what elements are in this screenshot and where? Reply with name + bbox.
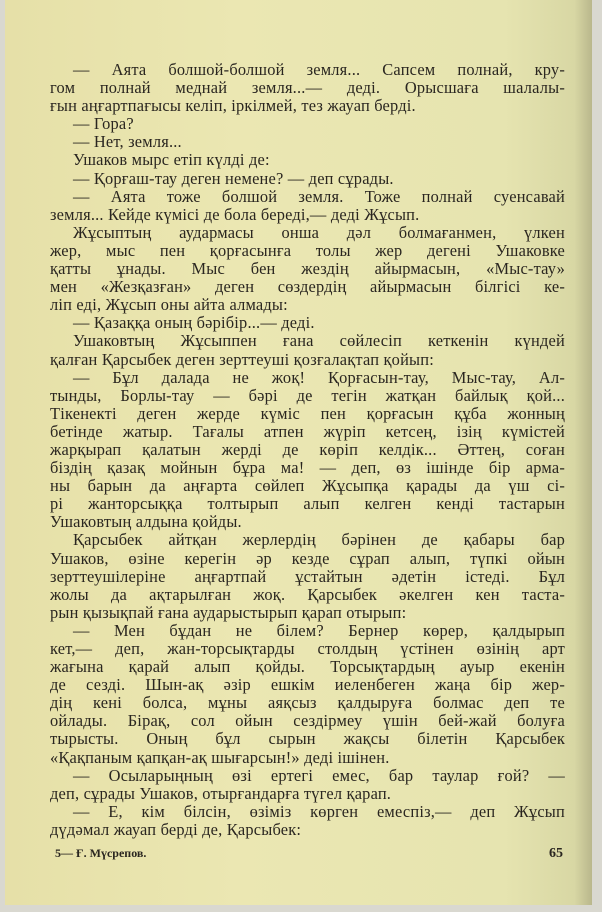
text-line: — Нет, земля... bbox=[73, 133, 182, 152]
text-line: дүдәмал жауап берді де, Қарсыбек: bbox=[50, 820, 302, 839]
text-line: — Аята болшой-болшой земля... Сапсем полнай, кру- bbox=[73, 61, 565, 79]
text-line: жарқырап қалатын жерді де көріп келдік... Әттең, соған bbox=[50, 440, 565, 459]
page-number: 65 bbox=[549, 846, 563, 861]
text-line: де сезді. Шын-ақ әзір ешкім иеленбеген жаңа бір жер- bbox=[50, 676, 565, 695]
text-line: дің кені болса, мұны аяқсыз қалдыруға болмас деп те bbox=[50, 694, 565, 713]
text-line: — Е, кім білсін, өзіміз көрген емеспіз,— деп Жұсып bbox=[73, 802, 565, 821]
text-line: біздің қазақ мойнын бұра ма! — деп, өз ішінде бір арма- bbox=[50, 459, 565, 478]
text-line: рі жанторсыққа толтырып алып келген кенді тастарын bbox=[50, 495, 565, 514]
text-line: тынды, Борлы-тау — бәрі де тегін жатқан байлық қой... bbox=[50, 386, 565, 405]
signature-mark: 5— Ғ. Мүсрепов. bbox=[55, 846, 147, 860]
page-footer bbox=[55, 846, 563, 866]
body-text bbox=[50, 61, 565, 839]
text-line: жер, мыс пен қорғасынға толы жер дегені Ушаковке bbox=[50, 241, 565, 260]
text-line: Ушаковтың Жұсыппен ғана сөйлесіп кеткенін күндей bbox=[73, 332, 565, 351]
text-line: «Қақпаным қапқан-ақ шығарсын!» деді ішінен. bbox=[50, 748, 390, 767]
text-line: Жұсыптың аудармасы онша дәл болмағанмен, үлкен bbox=[73, 223, 565, 242]
text-line: гом полнай меднай земля...— деді. Орысшаға шалалы- bbox=[50, 79, 565, 98]
text-line: жағына қарай алып қойды. Торсықтардың ауыр екенін bbox=[50, 658, 565, 677]
text-line: тырысты. Оның бұл сырын жақсы білетін Қарсыбек bbox=[50, 730, 565, 749]
text-line: мен «Жезқазған» деген сөздердің айырмасын білгісі ке- bbox=[50, 278, 565, 297]
text-line: деп, сұрады Ушаков, отырғандарға түгел қарап. bbox=[50, 784, 392, 803]
text-line: рын қызықпай ғана аударыстырып қарап отырып: bbox=[50, 603, 407, 622]
text-line: бетінде жатыр. Тағалы атпен жүріп кетсең, ізің күмістей bbox=[50, 422, 565, 441]
text-line: — Қорғаш-тау деген немене? — деп сұрады. bbox=[73, 169, 394, 188]
text-line: земля... Кейде күмісі де бола береді,— деді Жұсып. bbox=[50, 205, 420, 224]
text-line: — Аята тоже болшой земля. Тоже полнай суенсавай bbox=[73, 187, 565, 206]
text-line: қатты ұнады. Мыс бен жездің айырмасын, «Мыс-тау» bbox=[50, 260, 565, 279]
text-line: қалған Қарсыбек деген зерттеуші қозғалақтап қойып: bbox=[50, 350, 434, 369]
text-line: Ушаков мырс етіп күлді де: bbox=[73, 151, 270, 170]
text-line: — Мен бұдан не білем? Бернер көрер, қалдырып bbox=[73, 621, 565, 640]
text-line: ліп еді, Жұсып оны айта алмады: bbox=[50, 296, 288, 315]
text-line: ғын аңғартпағысы келіп, іркілмей, тез жауап берді. bbox=[50, 97, 416, 116]
text-line: ны барын да аңғарта сөйлеп Жұсыпқа қарады да үш сі- bbox=[50, 477, 565, 496]
text-line: — Осыларыңның өзі ертегі емес, бар таулар ғой? — bbox=[73, 766, 565, 785]
text-line: Тікенекті деген жерде күміс пен қорғасын құба жонның bbox=[50, 404, 565, 423]
text-line: Ушаков, өзіне керегін әр кезде сұрап алып, түпкі ойын bbox=[50, 549, 565, 568]
text-line: зерттеушілеріне аңғартпай ұстайтын әдетін істеді. Бұл bbox=[50, 567, 565, 586]
text-line: ойлады. Бірақ, сол ойын сездірмеу үшін бей-жай болуға bbox=[50, 712, 565, 731]
text-line: — Қазаққа оның бәрібір...— деді. bbox=[73, 314, 315, 333]
text-line: — Гора? bbox=[73, 115, 134, 134]
book-page bbox=[5, 0, 592, 905]
text-line: Қарсыбек айтқан жерлердің бәрінен де қабары бар bbox=[73, 531, 565, 550]
text-line: кет,— деп, жан-торсықтарды столдың үстінен өзінің арт bbox=[50, 640, 565, 658]
text-line: — Бұл далада не жоқ! Қорғасын-тау, Мыс-тау, Ал- bbox=[73, 368, 565, 387]
text-line: жолы да ақтарылған жоқ. Қарсыбек әкелген кен таста- bbox=[50, 585, 565, 604]
text-line: Ушаковтың алдына қойды. bbox=[50, 513, 242, 532]
